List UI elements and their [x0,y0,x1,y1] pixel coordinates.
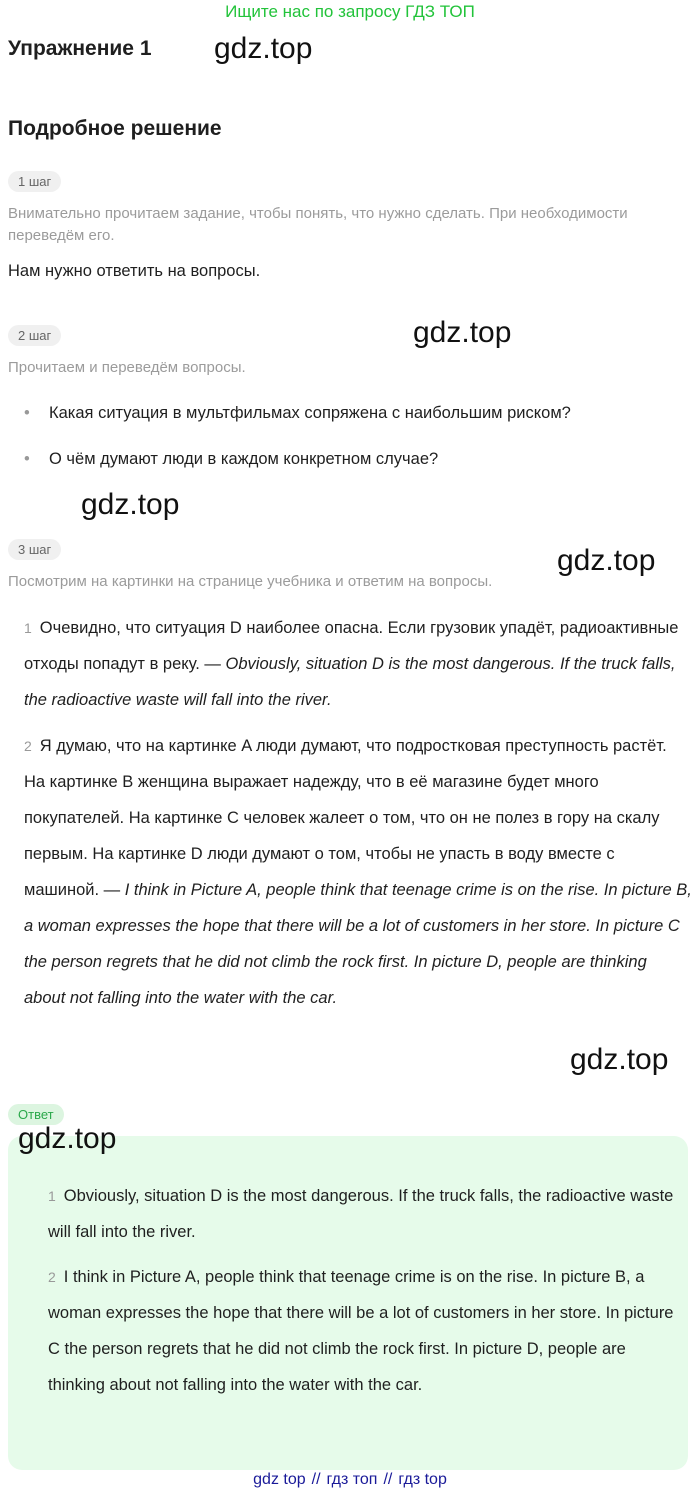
footer-links [0,1471,700,1489]
step-3-note: Посмотрим на картинки на странице учебника и ответим на вопросы. [8,573,493,590]
exercise-title: Упражнение 1 [8,37,152,60]
item-number: 1 [24,620,32,636]
section-title: Подробное решение [8,117,222,140]
step-1-note: Внимательно прочитаем задание, чтобы понять, что нужно сделать. При необходимости переведём его. [8,205,628,244]
answer-item [48,1178,676,1250]
footer-link[interactable]: гдз топ [326,1471,378,1488]
watermark: gdz.top [557,544,656,577]
watermark: gdz.top [413,316,512,349]
item-ru-text: Я думаю, что на картинке A люди думают, что подростковая преступность растёт. На картинке B женщина выражает надежду, что в её магазине будет много покупателей. На картинке C человек жалеет о том, что он не полез в гору на скалу первым. На картинке D люди думают о том, чтобы не упасть в воду вместе с машиной. — [24,737,667,899]
list-item: • О чём думают люди в каждом конкретном случае? [26,450,438,469]
list-item [24,728,692,1016]
search-banner: Ищите нас по запросу ГДЗ ТОП [225,2,475,21]
answer-text: Obviously, situation D is the most dangerous. If the truck falls, the radioactive waste will fall into the river. [48,1187,674,1241]
step-badge-1: 1 шаг [8,171,61,192]
answer-badge: Ответ [8,1104,64,1125]
item-ru-text: Очевидно, что ситуация D наиболее опасна. Если грузовик упадёт, радиоактивные отходы попадут в реку. — [24,619,679,673]
item-number: 2 [24,738,32,754]
watermark: gdz.top [18,1122,117,1155]
item-en-text: I think in Picture A, people think that teenage crime is on the rise. In picture B, a woman expresses the hope that there will be a lot of customers in her store. In picture C the person regrets that he did not climb the rock first. In picture D, people are thinking about not falling into the water with the car. [24,881,692,1007]
footer-separator: // [311,1471,321,1488]
step-badge-2: 2 шаг [8,325,61,346]
step-1-text: Нам нужно ответить на вопросы. [8,262,261,280]
answer-text: I think in Picture A, people think that teenage crime is on the rise. In picture B, a woman expresses the hope that there will be a lot of customers in her store. In picture C the person regrets that he did not climb the rock first. In picture D, people are thinking about not falling into the water with the car. [48,1268,674,1394]
list-item: • Какая ситуация в мультфильмах сопряжена с наибольшим риском? [26,404,571,423]
footer-link[interactable]: гдз top [398,1471,447,1488]
footer-link[interactable]: gdz top [253,1471,306,1488]
item-number: 1 [48,1188,56,1204]
footer-separator: // [383,1471,393,1488]
answer-item [48,1259,676,1403]
item-number: 2 [48,1269,56,1285]
step-2-note: Прочитаем и переведём вопросы. [8,359,246,376]
watermark: gdz.top [570,1043,669,1076]
watermark: gdz.top [81,488,180,521]
watermark: gdz.top [214,32,313,65]
list-item [24,610,692,718]
step-badge-3: 3 шаг [8,539,61,560]
item-en-text: Obviously, situation D is the most dangerous. If the truck falls, the radioactive waste will fall into the river. [24,655,676,709]
